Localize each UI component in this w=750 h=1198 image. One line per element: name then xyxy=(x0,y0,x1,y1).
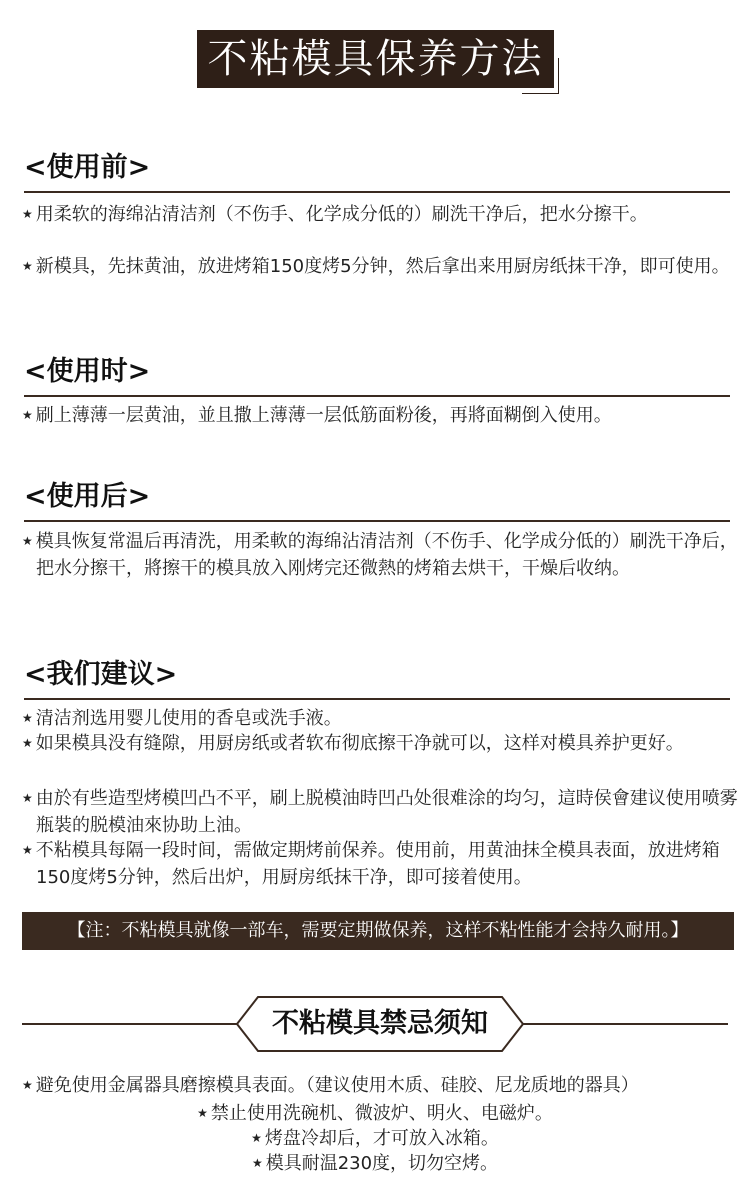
title-corner-decoration xyxy=(522,93,558,94)
list-item: ★ 用柔软的海绵沾清洁剂（不伤手、化学成分低的）刷洗干净后，把水分擦干。 xyxy=(22,204,648,225)
list-item: ★ 烤盘冷却后，才可放入冰箱。 xyxy=(251,1128,499,1149)
list-item: ★ 不粘模具每隔一段时间，需做定期烤前保养。使用前，用黄油抹全模具表面，放进烤箱150度烤5分钟，然后出炉，用厨房纸抹干净，即可接着使用。 xyxy=(22,840,720,888)
star-icon: ★ xyxy=(251,1156,263,1170)
section-heading-during: <使用时> xyxy=(24,356,151,387)
header-line-right xyxy=(520,1023,728,1025)
list-item: ★ 如果模具没有缝隙，用厨房纸或者软布彻底擦干净就可以，这样对模具养护更好。 xyxy=(22,733,684,754)
star-icon: ★ xyxy=(22,736,33,750)
note-banner: 【注：不粘模具就像一部车，需要定期做保养，这样不粘性能才会持久耐用。】 xyxy=(22,912,734,950)
star-icon: ★ xyxy=(22,259,33,273)
list-item: ★ 清洁剂选用婴儿使用的香皂或洗手液。 xyxy=(22,708,342,729)
section-divider xyxy=(24,395,730,397)
star-icon: ★ xyxy=(197,1106,208,1120)
list-item: ★ 由於有些造型烤模凹凸不平，刷上脱模油時凹凸处很难涂的均匀，這時侯會建议使用喷雾瓶裝的脱模油來协助上油。 xyxy=(22,788,738,836)
section-heading-after: <使用后> xyxy=(24,481,151,512)
list-item: ★ 禁止使用洗碗机、微波炉、明火、电磁炉。 xyxy=(197,1103,553,1124)
list-item: ★ 模具恢复常温后再清洗，用柔軟的海绵沾清洁剂（不伤手、化学成分低的）刷洗干净后，把水分擦干，將擦干的模具放入刚烤完还微熱的烤箱去烘干，干燥后收纳。 xyxy=(22,531,738,579)
star-icon: ★ xyxy=(22,207,33,221)
section-divider xyxy=(24,191,730,193)
star-icon: ★ xyxy=(22,1078,33,1092)
star-icon: ★ xyxy=(251,1131,262,1145)
star-icon: ★ xyxy=(22,791,33,805)
section-heading-advice: <我们建议> xyxy=(24,659,178,690)
star-icon: ★ xyxy=(22,534,33,548)
star-icon: ★ xyxy=(22,408,33,422)
section-heading-before: <使用前> xyxy=(24,152,151,183)
taboo-heading: 不粘模具禁忌须知 xyxy=(272,1008,488,1039)
star-icon: ★ xyxy=(22,711,33,725)
header-line-left xyxy=(22,1023,240,1025)
list-item: ★ 刷上薄薄一层黄油，並且撒上薄薄一层低筋面粉後，再將面糊倒入使用。 xyxy=(22,405,612,426)
list-item: ★ 避免使用金属器具磨擦模具表面。（建议使用木质、硅胶、尼龙质地的器具） xyxy=(22,1075,639,1096)
section-divider xyxy=(24,698,730,700)
page-title: 不粘模具保养方法 xyxy=(197,30,554,88)
list-item: ★ 模具耐温230度，切勿空烤。 xyxy=(251,1153,499,1174)
list-item: ★ 新模具，先抹黄油，放进烤箱150度烤5分钟，然后拿出来用厨房纸抹干净，即可使用。 xyxy=(22,256,730,277)
star-icon: ★ xyxy=(22,843,33,857)
section-divider xyxy=(24,520,730,522)
title-corner-decoration xyxy=(558,58,559,94)
